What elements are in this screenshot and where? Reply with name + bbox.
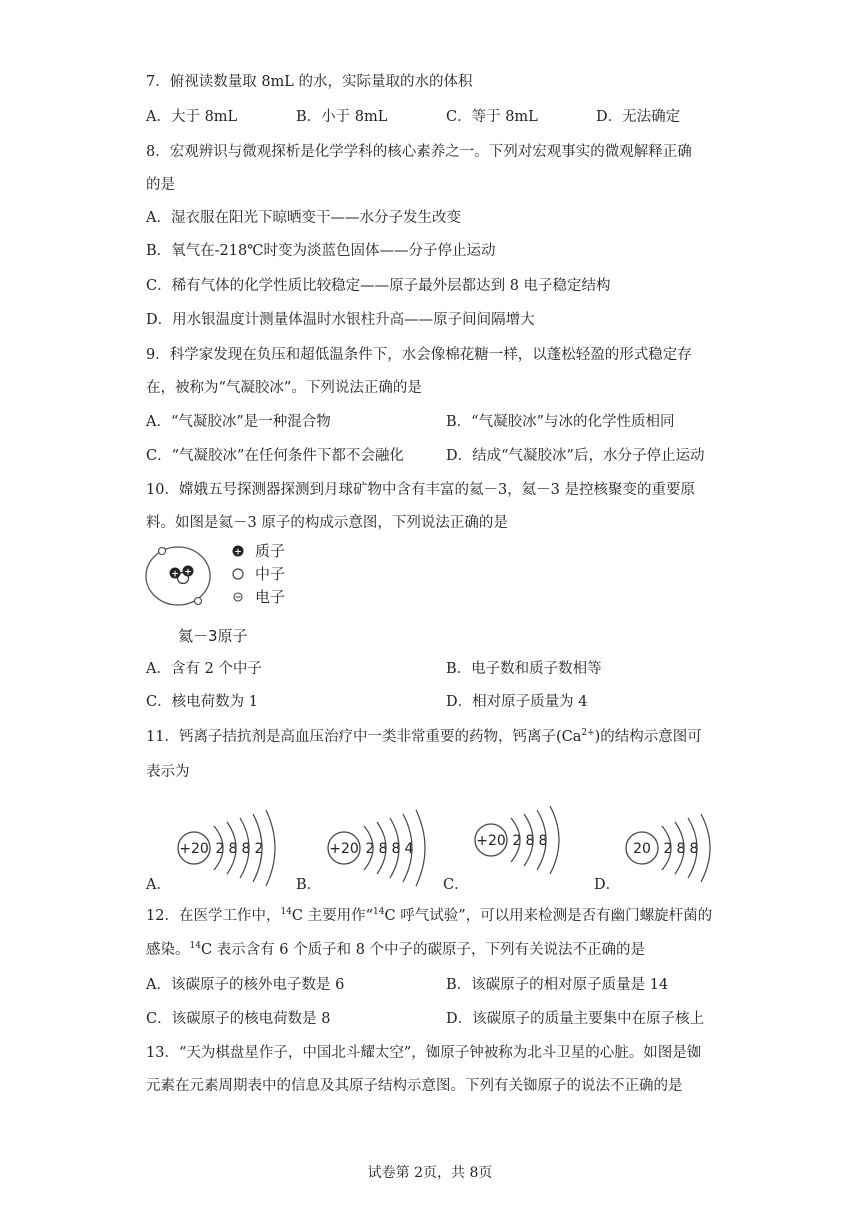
shell-electron-count: 8 xyxy=(538,833,548,849)
shell-electron-count: 8 xyxy=(378,841,388,857)
ion-structure-diagram xyxy=(168,800,308,900)
shell-electron-count: 8 xyxy=(228,841,238,857)
helium3-diagram xyxy=(140,538,300,644)
q7-option-c: C．等于 8mL xyxy=(446,109,538,125)
q8-option-b: B．氧气在-218℃时变为淡蓝色固体——分子停止运动 xyxy=(146,243,496,259)
ion-structure-diagram xyxy=(318,800,458,900)
page-footer: 试卷第 2页，共 8页 xyxy=(367,1165,493,1181)
q9-option-b: B．“气凝胶冰”与冰的化学性质相同 xyxy=(446,414,675,430)
electron-shell-arc xyxy=(266,810,275,886)
svg-text:+: + xyxy=(171,569,179,580)
q7-option-a: A．大于 8mL xyxy=(146,109,238,125)
nucleus-charge: 20 xyxy=(633,841,651,857)
shell-electron-count: 2 xyxy=(663,841,673,857)
q10-stem-line2: 料。如图是氦－3 原子的构成示意图，下列说法正确的是 xyxy=(146,515,508,531)
q9-stem-line1: 9．科学家发现在负压和超低温条件下，水会像棉花糖一样，以蓬松轻盈的形式稳定存 xyxy=(146,347,692,363)
q8-stem-line2: 的是 xyxy=(146,177,175,193)
q11-option-letter: D． xyxy=(594,877,621,893)
q11-stem-line1: 11．钙离子拮抗剂是高血压治疗中一类非常重要的药物，钙离子$(Ca^{2+})$的结构示意图可 xyxy=(146,728,702,745)
legend-neutron: 中子 xyxy=(255,565,286,583)
shell-electron-count: 2 xyxy=(254,841,264,857)
q12-option-c: C．该碳原子的核电荷数是 8 xyxy=(146,1011,331,1027)
q13-stem-line1: 13．“天为棋盘星作子，中国北斗耀太空”，铷原子钟被称为北斗卫星的心脏。如图是铷 xyxy=(146,1045,702,1061)
shell-electron-count: 8 xyxy=(525,833,535,849)
q12-option-a: A．该碳原子的核外电子数是 6 xyxy=(146,977,345,993)
q12-stem-line1: 12．在医学工作中，$^{14}$C 主要用作“$^{14}$C 呼气试验”，可以用来检测是否有幽门螺旋杆菌的 xyxy=(146,907,713,924)
q7-option-d: D．无法确定 xyxy=(596,109,681,125)
q13-stem-line2: 元素在元素周期表中的信息及其原子结构示意图。下列有关铷原子的说法不正确的是 xyxy=(146,1078,683,1094)
q10-option-b: B．电子数和质子数相等 xyxy=(446,661,602,677)
q10-option-c: C．核电荷数为 1 xyxy=(146,694,258,710)
nucleus-charge: +20 xyxy=(329,841,359,857)
q9-stem-line2: 在，被称为“气凝胶冰”。下列说法正确的是 xyxy=(146,380,422,396)
svg-text:+: + xyxy=(234,547,242,558)
q9-option-d: D．结成“气凝胶冰”后，水分子停止运动 xyxy=(446,448,705,464)
q12-stem-line2: 感染。$^{14}$C 表示含有 6 个质子和 8 个中子的碳原子，下列有关说法不正确的是 xyxy=(146,941,646,958)
q7-stem: 7．俯视读数量取 8mL 的水，实际量取的水的体积 xyxy=(146,74,473,90)
legend-electron: 电子 xyxy=(255,588,286,606)
diagram-caption: 氦－3原子 xyxy=(178,627,248,644)
ion-structure-diagram xyxy=(616,800,756,900)
shell-electron-count: 2 xyxy=(215,841,225,857)
electron-icon xyxy=(159,548,166,555)
shell-electron-count: 8 xyxy=(676,841,686,857)
shell-electron-count: 8 xyxy=(391,841,401,857)
svg-text:+: + xyxy=(184,567,192,578)
q10-option-a: A．含有 2 个中子 xyxy=(146,661,262,677)
q7-option-b: B．小于 8mL xyxy=(296,109,388,125)
q10-option-d: D．相对原子质量为 4 xyxy=(446,694,588,710)
q11-option-letter: A． xyxy=(146,877,171,893)
neutron-legend-icon xyxy=(233,569,243,579)
electron-shell-arc xyxy=(416,810,425,886)
legend-proton: 质子 xyxy=(255,542,286,560)
electron-shell-arc xyxy=(550,806,559,874)
shell-electron-count: 2 xyxy=(512,833,522,849)
electron-shell-arc xyxy=(701,814,710,882)
q8-option-c: C．稀有气体的化学性质比较稳定——原子最外层都达到 8 电子稳定结构 xyxy=(146,278,611,294)
nucleus-charge: +20 xyxy=(476,833,506,849)
q12-option-b: B．该碳原子的相对原子质量是 14 xyxy=(446,977,669,993)
q11-stem-line2: 表示为 xyxy=(146,764,190,780)
shell-electron-count: 8 xyxy=(689,841,699,857)
q8-stem-line1: 8．宏观辨识与微观探析是化学学科的核心素养之一。下列对宏观事实的微观解释正确 xyxy=(146,144,692,160)
q8-option-a: A．湿衣服在阳光下晾晒变干——水分子发生改变 xyxy=(146,210,461,226)
q11-option-letter: C． xyxy=(443,877,469,893)
q10-stem-line1: 10．嫦娥五号探测器探测到月球矿物中含有丰富的氦－3，氦－3 是控核聚变的重要原 xyxy=(146,482,696,498)
q9-option-a: A．“气凝胶冰”是一种混合物 xyxy=(146,414,331,430)
q11-option-letter: B． xyxy=(296,877,322,893)
electron-icon xyxy=(195,598,202,605)
shell-electron-count: 4 xyxy=(404,841,414,857)
shell-electron-count: 8 xyxy=(241,841,251,857)
q9-option-c: C．“气凝胶冰”在任何条件下都不会融化 xyxy=(146,448,404,464)
q12-option-d: D．该碳原子的质量主要集中在原子核上 xyxy=(446,1011,705,1027)
q8-option-d: D．用水银温度计测量体温时水银柱升高——原子间间隔增大 xyxy=(146,312,535,328)
shell-electron-count: 2 xyxy=(365,841,375,857)
ion-structure-diagram xyxy=(465,790,605,890)
nucleus-charge: +20 xyxy=(179,841,209,857)
